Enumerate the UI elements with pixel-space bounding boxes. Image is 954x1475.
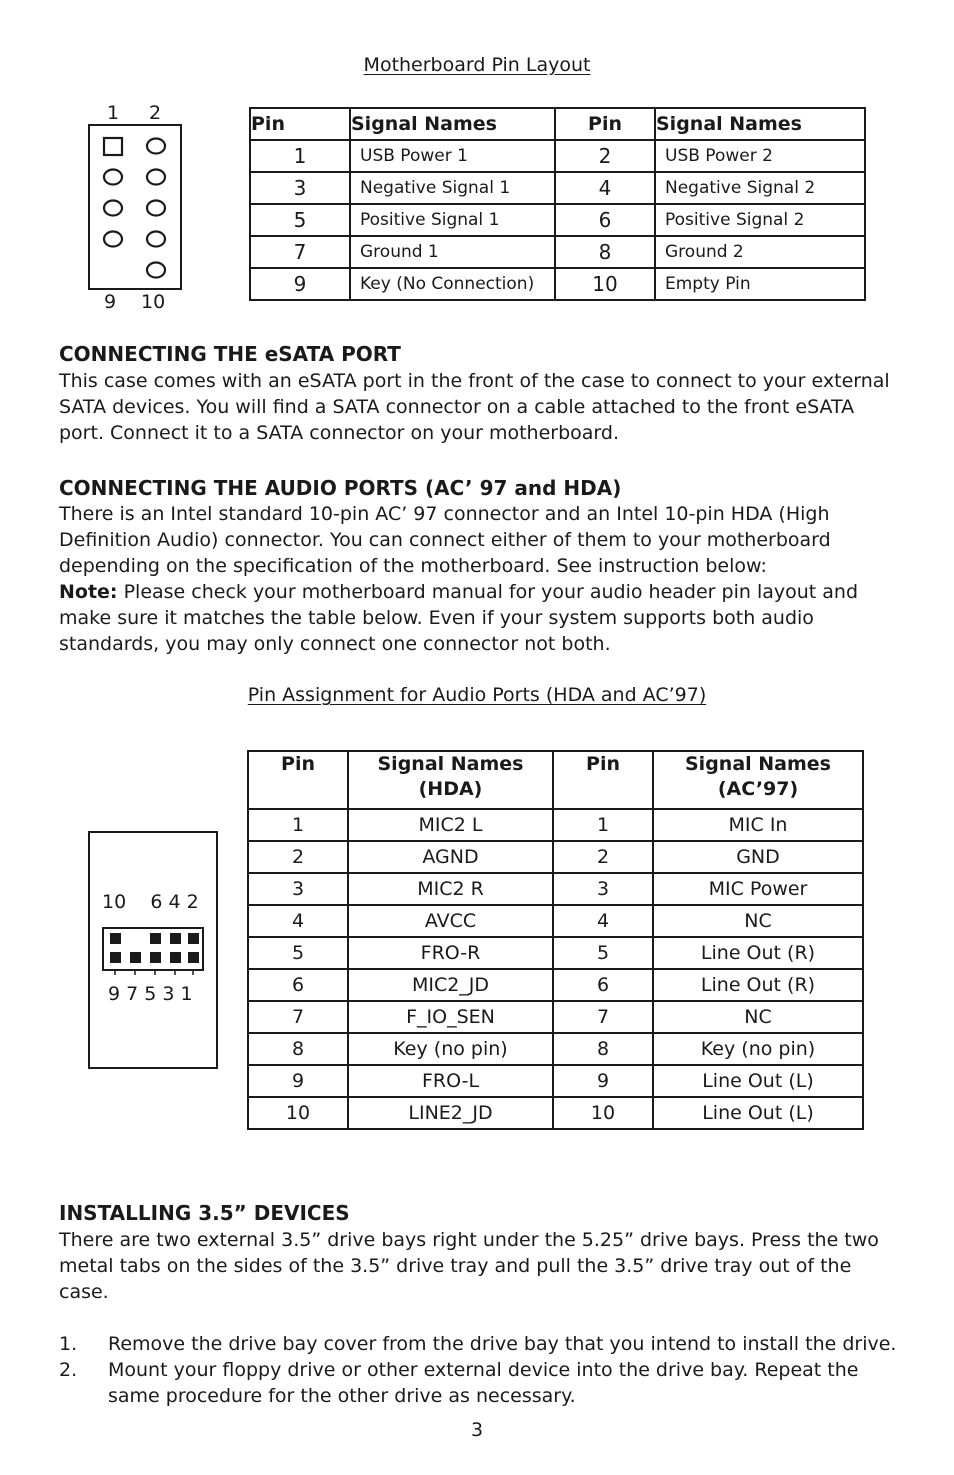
pin-cell: 7 xyxy=(248,1001,348,1033)
signal-cell: FRO-R xyxy=(348,937,553,969)
signal-cell: GND xyxy=(653,841,863,873)
usb-table-caption: Motherboard Pin Layout xyxy=(363,54,591,76)
signal-cell: Empty Pin xyxy=(655,268,865,300)
signal-cell: Key (No Connection) xyxy=(350,268,555,300)
pin-cell: 10 xyxy=(555,268,655,300)
signal-cell: Ground 2 xyxy=(655,236,865,268)
table-row xyxy=(248,873,863,905)
pin-cell: 6 xyxy=(555,204,655,236)
pin-cell: 6 xyxy=(553,969,653,1001)
table-header-row xyxy=(248,751,863,809)
audio-connector-diagram xyxy=(88,831,218,1069)
pin-cell: 5 xyxy=(248,937,348,969)
column-header: Signal Names (AC’97) xyxy=(653,751,863,809)
signal-cell: Positive Signal 1 xyxy=(350,204,555,236)
audio-diagram-bottom-labels: 9 7 5 3 1 xyxy=(108,983,193,1005)
note-text: Please check your motherboard manual for your audio header pin layout and make sure it matches the table below. Even if your system supports both audio standards, you may only connect one connector not both. xyxy=(59,581,859,655)
list-item-text: Mount your floppy drive or other external device into the drive bay. Repeat the same procedure for the other drive as necessary. xyxy=(108,1359,859,1407)
signal-cell: FRO-L xyxy=(348,1065,553,1097)
signal-cell: MIC2 L xyxy=(348,809,553,841)
usb-pin-header-diagram xyxy=(88,124,182,290)
pin-cell: 7 xyxy=(250,236,350,268)
pin-cell: 6 xyxy=(248,969,348,1001)
audio-pin-9 xyxy=(110,952,121,963)
signal-cell: MIC2 R xyxy=(348,873,553,905)
signal-cell: NC xyxy=(653,1001,863,1033)
pin-cell: 8 xyxy=(248,1033,348,1065)
audio-pin-table xyxy=(247,750,864,1130)
list-item xyxy=(59,1357,904,1409)
audio-pin-3 xyxy=(170,952,181,963)
table-row xyxy=(248,1001,863,1033)
devices-heading: INSTALLING 3.5” DEVICES xyxy=(59,1201,350,1225)
table-row xyxy=(250,268,865,300)
table-row xyxy=(250,172,865,204)
devices-body: There are two external 3.5” drive bays right under the 5.25” drive bays. Press the two metal tabs on the sides of the 3.5” drive tray and pull the 3.5” drive tray out of the case. xyxy=(59,1229,879,1303)
table-row xyxy=(248,1097,863,1129)
pin-cell: 4 xyxy=(553,905,653,937)
audio-pin-header xyxy=(102,927,206,975)
pin-cell: 5 xyxy=(553,937,653,969)
table-row xyxy=(248,841,863,873)
column-header: Pin xyxy=(553,751,653,809)
audio-heading: CONNECTING THE AUDIO PORTS (AC’ 97 and HDA) xyxy=(59,476,622,500)
pin-cell: 9 xyxy=(248,1065,348,1097)
audio-pin-2 xyxy=(188,933,199,944)
audio-diagram-top-labels: 10 6 4 2 xyxy=(102,891,199,913)
usb-pin-10 xyxy=(147,263,165,278)
pin-cell: 1 xyxy=(553,809,653,841)
pin-cell: 2 xyxy=(553,841,653,873)
esata-heading: CONNECTING THE eSATA PORT xyxy=(59,342,401,366)
pin-cell: 2 xyxy=(555,140,655,172)
column-header: Pin xyxy=(250,108,350,140)
pin-cell: 1 xyxy=(248,809,348,841)
pin-cell: 10 xyxy=(553,1097,653,1129)
column-header: Pin xyxy=(555,108,655,140)
devices-steps-list xyxy=(59,1331,904,1409)
signal-cell: Positive Signal 2 xyxy=(655,204,865,236)
esata-body: This case comes with an eSATA port in the front of the case to connect to your external SATA devices. You will find a SATA connector on a cable attached to the front eSATA port. Connect it to a SATA connector on your motherboard. xyxy=(59,370,890,444)
usb-diagram-label-2: 2 xyxy=(149,102,162,124)
audio-pin-10 xyxy=(110,933,121,944)
usb-pin-6 xyxy=(147,201,165,216)
audio-pin-5 xyxy=(150,952,161,963)
pin-cell: 5 xyxy=(250,204,350,236)
list-item-number: 1. xyxy=(59,1333,78,1355)
usb-diagram-label-10: 10 xyxy=(141,291,166,313)
list-item-text: Remove the drive bay cover from the drive bay that you intend to install the drive. xyxy=(108,1333,897,1355)
signal-cell: Negative Signal 1 xyxy=(350,172,555,204)
usb-pin-7 xyxy=(104,232,122,247)
page-number: 3 xyxy=(470,1419,484,1441)
pin-cell: 9 xyxy=(250,268,350,300)
pin-cell: 3 xyxy=(248,873,348,905)
signal-cell: USB Power 2 xyxy=(655,140,865,172)
table-row xyxy=(248,809,863,841)
usb-pin-8 xyxy=(147,232,165,247)
signal-cell: MIC Power xyxy=(653,873,863,905)
signal-cell: USB Power 1 xyxy=(350,140,555,172)
pin-cell: 8 xyxy=(555,236,655,268)
signal-cell: Line Out (R) xyxy=(653,969,863,1001)
table-row xyxy=(248,937,863,969)
pin-cell: 4 xyxy=(555,172,655,204)
signal-cell: Line Out (L) xyxy=(653,1097,863,1129)
signal-cell: AVCC xyxy=(348,905,553,937)
table-row xyxy=(250,204,865,236)
audio-body: There is an Intel standard 10-pin AC’ 97 connector and an Intel 10-pin HDA (High Definition Audio) connector. You can connect either of them to your motherboard depending on the specification of the motherboard. See instruction below: xyxy=(59,503,831,577)
table-row xyxy=(248,969,863,1001)
signal-cell: MIC2_JD xyxy=(348,969,553,1001)
pin-cell: 3 xyxy=(250,172,350,204)
audio-pin-4 xyxy=(170,933,181,944)
table-row xyxy=(250,236,865,268)
pin-cell: 4 xyxy=(248,905,348,937)
signal-cell: Line Out (R) xyxy=(653,937,863,969)
pin-cell: 9 xyxy=(553,1065,653,1097)
audio-note xyxy=(59,579,904,657)
usb-pin-5 xyxy=(104,201,122,216)
signal-cell: LINE2_JD xyxy=(348,1097,553,1129)
signal-cell: MIC In xyxy=(653,809,863,841)
column-header: Signal Names (HDA) xyxy=(348,751,553,809)
signal-cell: Ground 1 xyxy=(350,236,555,268)
pin-cell: 10 xyxy=(248,1097,348,1129)
usb-diagram-label-1: 1 xyxy=(107,102,120,124)
usb-pin-3 xyxy=(104,170,122,185)
table-row xyxy=(248,905,863,937)
audio-pin-1 xyxy=(188,952,199,963)
pin-cell: 8 xyxy=(553,1033,653,1065)
pin-cell: 7 xyxy=(553,1001,653,1033)
pin-cell: 2 xyxy=(248,841,348,873)
signal-cell: Negative Signal 2 xyxy=(655,172,865,204)
audio-pin-6 xyxy=(150,933,161,944)
table-row xyxy=(248,1065,863,1097)
table-row xyxy=(250,140,865,172)
signal-cell: F_IO_SEN xyxy=(348,1001,553,1033)
usb-diagram-label-9: 9 xyxy=(104,291,117,313)
signal-cell: Key (no pin) xyxy=(348,1033,553,1065)
audio-table-caption: Pin Assignment for Audio Ports (HDA and AC’97) xyxy=(247,684,707,706)
usb-pin-table xyxy=(249,107,866,301)
signal-cell: AGND xyxy=(348,841,553,873)
usb-pin-1 xyxy=(104,138,122,155)
column-header: Pin xyxy=(248,751,348,809)
signal-cell: Key (no pin) xyxy=(653,1033,863,1065)
column-header: Signal Names xyxy=(350,108,555,140)
list-item-number: 2. xyxy=(59,1359,78,1381)
pin-cell: 1 xyxy=(250,140,350,172)
usb-pin-2 xyxy=(147,139,165,154)
table-row xyxy=(248,1033,863,1065)
signal-cell: Line Out (L) xyxy=(653,1065,863,1097)
list-item xyxy=(59,1331,904,1357)
table-header-row xyxy=(250,108,865,140)
audio-pin-7 xyxy=(130,952,141,963)
note-label: Note: xyxy=(59,581,118,603)
signal-cell: NC xyxy=(653,905,863,937)
column-header: Signal Names xyxy=(655,108,865,140)
usb-pin-4 xyxy=(147,170,165,185)
pin-cell: 3 xyxy=(553,873,653,905)
